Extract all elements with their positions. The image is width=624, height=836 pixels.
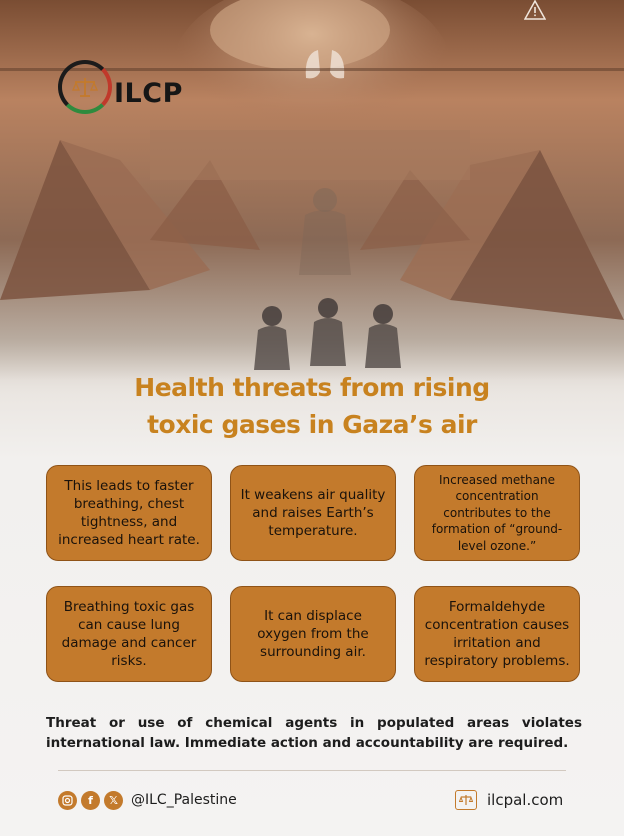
info-card-text: Increased methane concentration contributes to the formation of “ground-level ozone.” [431, 472, 563, 553]
website-link[interactable] [455, 789, 563, 811]
info-card-text: It can displace oxygen from the surrounding air. [257, 608, 369, 660]
social-handle[interactable]: @ILC_Palestine [131, 792, 237, 808]
info-card-text: Formaldehyde concentration causes irritation and respiratory problems. [424, 599, 570, 669]
footer-statement [46, 713, 582, 753]
info-card-oxygen [230, 586, 396, 682]
headline-line-1: Health threats from rising [134, 373, 490, 402]
footer-statement-line-2: international law. Immediate action and accountability are required. [46, 735, 569, 751]
social-links [58, 789, 237, 811]
info-card-lung-damage [46, 586, 212, 682]
warning-icon [524, 0, 546, 20]
instagram-icon[interactable] [58, 791, 77, 810]
scale-icon [455, 790, 477, 810]
ilcp-logo [58, 60, 183, 120]
info-card-formaldehyde [414, 586, 580, 682]
info-card-text: This leads to faster breathing, chest tightness, and increased heart rate. [58, 478, 200, 548]
logo-text: ILCP [114, 78, 183, 109]
info-card-text: Breathing toxic gas can cause lung damage and cancer risks. [61, 599, 197, 669]
info-card-breathing [46, 465, 212, 561]
x-icon[interactable]: 𝕏 [104, 791, 123, 810]
headline-line-2: toxic gases in Gaza’s air [147, 410, 477, 439]
info-card-methane [414, 465, 580, 561]
footer-statement-line-1: Threat or use of chemical agents in populated areas violates [46, 715, 582, 731]
facebook-icon[interactable]: f [81, 791, 100, 810]
divider [58, 770, 566, 771]
website-url[interactable]: ilcpal.com [487, 791, 564, 809]
info-card-air-quality [230, 465, 396, 561]
scale-icon [72, 76, 98, 98]
info-card-text: It weakens air quality and raises Earth’s temperature. [240, 487, 386, 539]
